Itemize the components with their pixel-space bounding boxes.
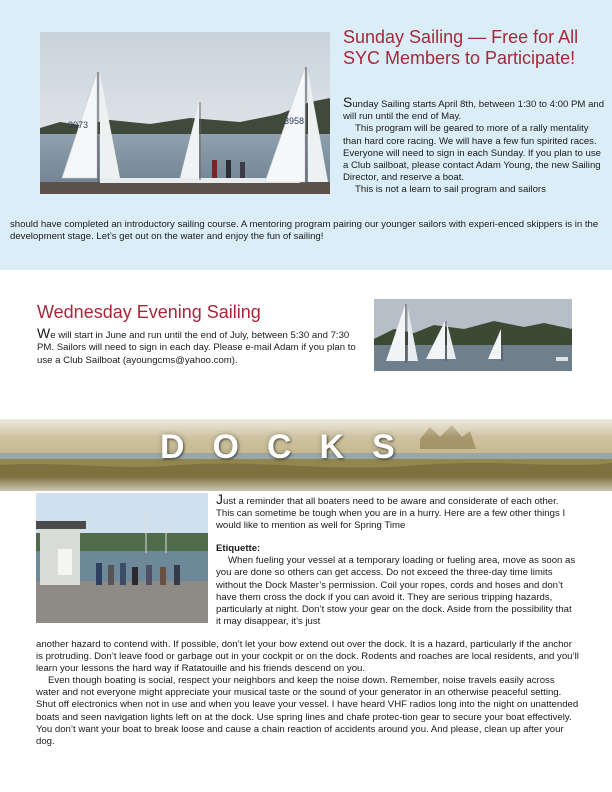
- sunday-sailing-title: Sunday Sailing — Free for All SYC Members to Participate!: [343, 27, 579, 68]
- sunday-sailing-body: [343, 94, 605, 197]
- wednesday-sailing-body: [37, 325, 362, 367]
- docks-intro: ust a reminder that all boaters need to be aware and considerate of each other. This can sometime be tough when you are in a hurry. Here are a few other things I would like to mention as well for Spring Time: [216, 496, 566, 532]
- sunday-paragraph-2: This program will be geared to more of a rally mentality than hard core racing. We will have a few fun spirited races. Everyone will need to sign in each Sunday. If you plan to use a Club sailboat, please contact Adam Young, the new Sailing Director, and reserve a boat.: [343, 123, 601, 184]
- sunday-paragraph-3-continued: [10, 219, 605, 243]
- etiquette-heading: Etiquette:: [216, 543, 261, 555]
- sail-number-left: 3073: [68, 120, 89, 130]
- wednesday-sailing-photo: [374, 299, 572, 371]
- docks-banner-title: DOCKS: [160, 428, 423, 466]
- sail-number-right: 3958: [284, 116, 305, 126]
- docks-body: [216, 491, 578, 628]
- wednesday-dropcap: W: [37, 325, 51, 341]
- wednesday-sailing-title: Wednesday Evening Sailing: [37, 302, 261, 322]
- sunday-paragraph-3-start: This is not a learn to sail program and sailors: [355, 184, 546, 196]
- etiquette-paragraph-1-continued: another hazard to contend with. If possible, don’t let your bow extend out over the dock. It is a hazard, particularly if the anchor is protruding. Don’t leave food or garbage out in your cockpit or on the dock. Rodents and roaches are local residents, and you’ll learn your lessons the hard way if Ratatouille and his friends descend on you.: [36, 639, 579, 675]
- docks-dropcap: J: [216, 491, 223, 507]
- sunday-sailing-photo: [40, 32, 330, 194]
- etiquette-paragraph-1: When fueling your vessel at a temporary loading or fueling area, move as soon as you are done so others can get access. Do not exceed the three-day time limits without the Dock Master’s permission. Coil your ropes, cords and hoses and don’t have them cross the dock if you can avoid it. They are serious tripping hazards, particularly at night. Don’t stow your gear on the dock. Aside from the possibility that it may disappear, it’s just: [216, 555, 576, 627]
- wednesday-paragraph: e will start in June and run until the end of July, between 5:30 and 7:30 PM. Sailors will need to sign in each day. Please e-mail Adam if you plan to use a Club Sailboat (ayoungcms@yahoo.com).: [37, 330, 356, 366]
- docks-body-wide: [36, 639, 580, 748]
- sunday-dropcap: S: [343, 94, 353, 110]
- etiquette-paragraph-2: Even though boating is social, respect your neighbors and keep the noise down. Remember, noise travels easily across water and not everyone might appreciate your musical taste or the sound of your generator in an otherwise peaceful setting. Shut off electronics when not in use and when you leave your vessel. I have heard VHF radios long into the night on unattended boats and seen navigation lights left on at the dock. Use spring lines and chafe protec-tion gear to secure your boat effectively. You don’t want your boat to break loose and cause a chain reaction of accidents around you. And please, clean up after your dog.: [36, 675, 579, 747]
- docks-photo: [36, 493, 208, 623]
- sunday-paragraph-1: unday Sailing starts April 8th, between 1:30 to 4:00 PM and will run until the end of May.: [343, 99, 605, 123]
- sunday-paragraph-3-rest: should have completed an introductory sailing course. A mentoring program pairing our younger sailors with experi-enced skippers is in the development stage. Let’s get out on the water and enjoy the fun of sailing!: [10, 219, 599, 243]
